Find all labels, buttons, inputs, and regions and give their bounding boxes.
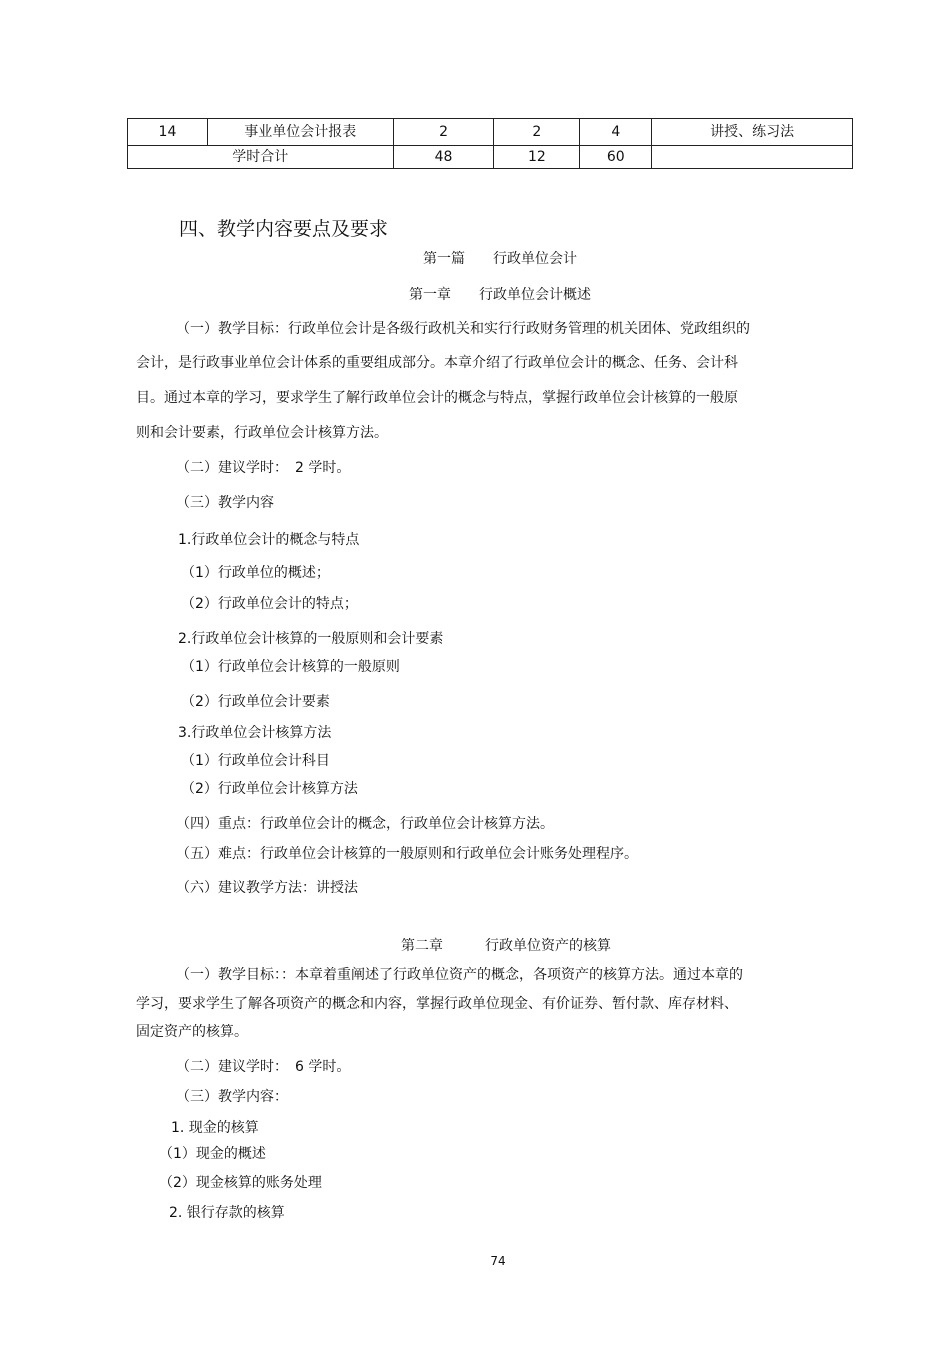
page-number: 74: [490, 1254, 506, 1268]
ch1-key-points: （四）重点：行政单位会计的概念，行政单位会计核算方法。: [176, 816, 554, 832]
cell-practice: 2: [494, 119, 580, 146]
cell-name: 事业单位会计报表: [207, 119, 393, 146]
list-item: （2）行政单位会计的特点；: [181, 596, 358, 612]
cell-method: 讲授、练习法: [652, 119, 853, 146]
list-item: （1）行政单位会计科目: [181, 753, 330, 769]
list-item: （1）行政单位会计核算的一般原则: [181, 659, 400, 675]
ch2-goal-line: （一）教学目标：：本章着重阐述了行政单位资产的概念，各项资产的核算方法。通过本章的: [176, 967, 743, 983]
list-item: （2）现金核算的账务处理: [159, 1175, 322, 1191]
cell-total-label: 学时合计: [128, 146, 394, 169]
ch2-goal-line: 学习，要求学生了解各项资产的概念和内容，掌握行政单位现金、有价证券、暂付款、库存材料、: [136, 996, 738, 1012]
ch2-goal-line: 固定资产的核算。: [136, 1024, 248, 1040]
ch1-method: （六）建议教学方法：讲授法: [176, 880, 358, 896]
cell-total: 4: [580, 119, 652, 146]
chapter-1-title: 第一章 行政单位会计概述: [409, 287, 591, 303]
chapter-2-title: 第二章 行政单位资产的核算: [401, 938, 611, 954]
ch1-hours: （二）建议学时： 2 学时。: [176, 460, 351, 476]
section-title: 四、教学内容要点及要求: [179, 218, 389, 240]
ch2-hours: （二）建议学时： 6 学时。: [176, 1059, 351, 1075]
ch2-content-heading: （三）教学内容：: [176, 1089, 288, 1105]
ch1-goal-line: 目。通过本章的学习，要求学生了解行政单位会计的概念与特点，掌握行政单位会计核算的一般原: [136, 390, 738, 406]
cell-total-practice: 12: [494, 146, 580, 169]
list-item: （2）行政单位会计要素: [181, 694, 330, 710]
cell-total-total: 60: [580, 146, 652, 169]
table-row-total: [128, 146, 853, 169]
list-item: 3.行政单位会计核算方法: [178, 725, 332, 741]
teaching-hours-table: [127, 118, 853, 169]
ch1-difficult-points: （五）难点：行政单位会计核算的一般原则和行政单位会计账务处理程序。: [176, 846, 638, 862]
ch1-goal-line: 则和会计要素，行政单位会计核算方法。: [136, 425, 388, 441]
cell-total-lecture: 48: [393, 146, 494, 169]
table-row: [128, 119, 853, 146]
list-item: 2.行政单位会计核算的一般原则和会计要素: [178, 631, 444, 647]
cell-total-method: [652, 146, 853, 169]
list-item: 2. 银行存款的核算: [169, 1205, 285, 1221]
part-title: 第一篇 行政单位会计: [423, 251, 577, 267]
cell-no: 14: [128, 119, 208, 146]
cell-lecture: 2: [393, 119, 494, 146]
list-item: （1）行政单位的概述；: [181, 565, 330, 581]
list-item: 1.行政单位会计的概念与特点: [178, 532, 360, 548]
list-item: （1）现金的概述: [159, 1146, 266, 1162]
list-item: 1. 现金的核算: [171, 1120, 259, 1136]
ch1-content-heading: （三）教学内容: [176, 495, 274, 511]
ch1-goal-line: 会计，是行政事业单位会计体系的重要组成部分。本章介绍了行政单位会计的概念、任务、会计科: [136, 355, 738, 371]
ch1-goal-line: （一）教学目标：行政单位会计是各级行政机关和实行行政财务管理的机关团体、党政组织的: [176, 321, 750, 337]
list-item: （2）行政单位会计核算方法: [181, 781, 358, 797]
